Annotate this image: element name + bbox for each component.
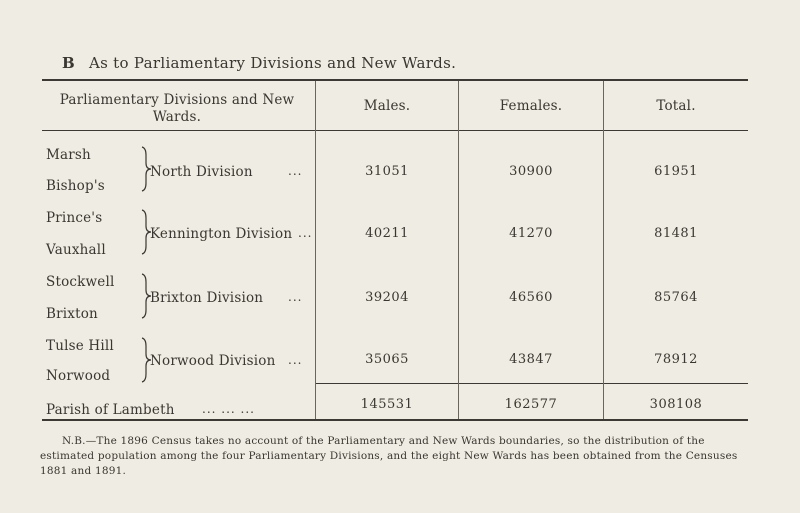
footnote-line: 1881 and 1891. [40, 465, 127, 477]
section-title: As to Parliamentary Divisions and New Wards. [88, 54, 457, 72]
ward-name: Stockwell [46, 274, 115, 290]
females-value: 30900 [509, 164, 553, 179]
females-value: 41270 [509, 226, 553, 241]
bottom-rule [42, 419, 748, 421]
column-divider-2 [458, 81, 459, 419]
ward-name: Bishop's [46, 178, 105, 194]
header-females: Females. [499, 98, 563, 114]
section-letter: B [62, 54, 75, 72]
leader-dots: ... ... ... [202, 402, 255, 416]
division-name: Brixton Division [150, 290, 264, 306]
total-value: 85764 [654, 290, 698, 305]
parish-males-value: 145531 [360, 397, 414, 412]
top-rule [42, 79, 748, 81]
column-divider-3 [603, 81, 604, 419]
total-value: 78912 [654, 352, 698, 367]
header-divisions: Parliamentary Divisions and New Wards. [59, 92, 295, 125]
ward-name: Marsh [46, 147, 91, 163]
leader-dots: ... [298, 226, 313, 240]
header-total: Total. [656, 98, 696, 114]
ward-name: Vauxhall [46, 242, 106, 258]
males-value: 40211 [365, 226, 409, 241]
males-value: 35065 [365, 352, 409, 367]
division-name: Kennington Division [150, 226, 293, 242]
column-divider-1 [315, 81, 316, 419]
ward-name: Brixton [46, 306, 98, 322]
parish-total-value: 308108 [649, 397, 703, 412]
footnote-line: estimated population among the four Parliamentary Divisions, and the eight New Wards has been obtained from the Censuses [40, 450, 738, 462]
males-value: 39204 [365, 290, 409, 305]
parish-label: Parish of Lambeth [46, 402, 175, 418]
header-males: Males. [363, 98, 411, 114]
total-rule [315, 383, 748, 384]
total-value: 81481 [654, 226, 698, 241]
females-value: 46560 [509, 290, 553, 305]
table-heading [62, 54, 456, 72]
ward-name: Tulse Hill [46, 338, 114, 354]
ward-name: Norwood [46, 368, 111, 384]
parish-females-value: 162577 [504, 397, 558, 412]
leader-dots: ... [288, 290, 303, 304]
total-value: 61951 [654, 164, 698, 179]
males-value: 31051 [365, 164, 409, 179]
leader-dots: ... [288, 164, 303, 178]
females-value: 43847 [509, 352, 553, 367]
division-name: North Division [150, 164, 253, 180]
leader-dots: ... [288, 353, 303, 367]
footnote-line: N.B.—The 1896 Census takes no account of the Parliamentary and New Wards boundaries, so the distribution of the [62, 435, 705, 447]
footnote [40, 434, 752, 479]
division-name: Norwood Division [150, 353, 276, 369]
ward-name: Prince's [46, 210, 103, 226]
header-rule [42, 130, 748, 131]
